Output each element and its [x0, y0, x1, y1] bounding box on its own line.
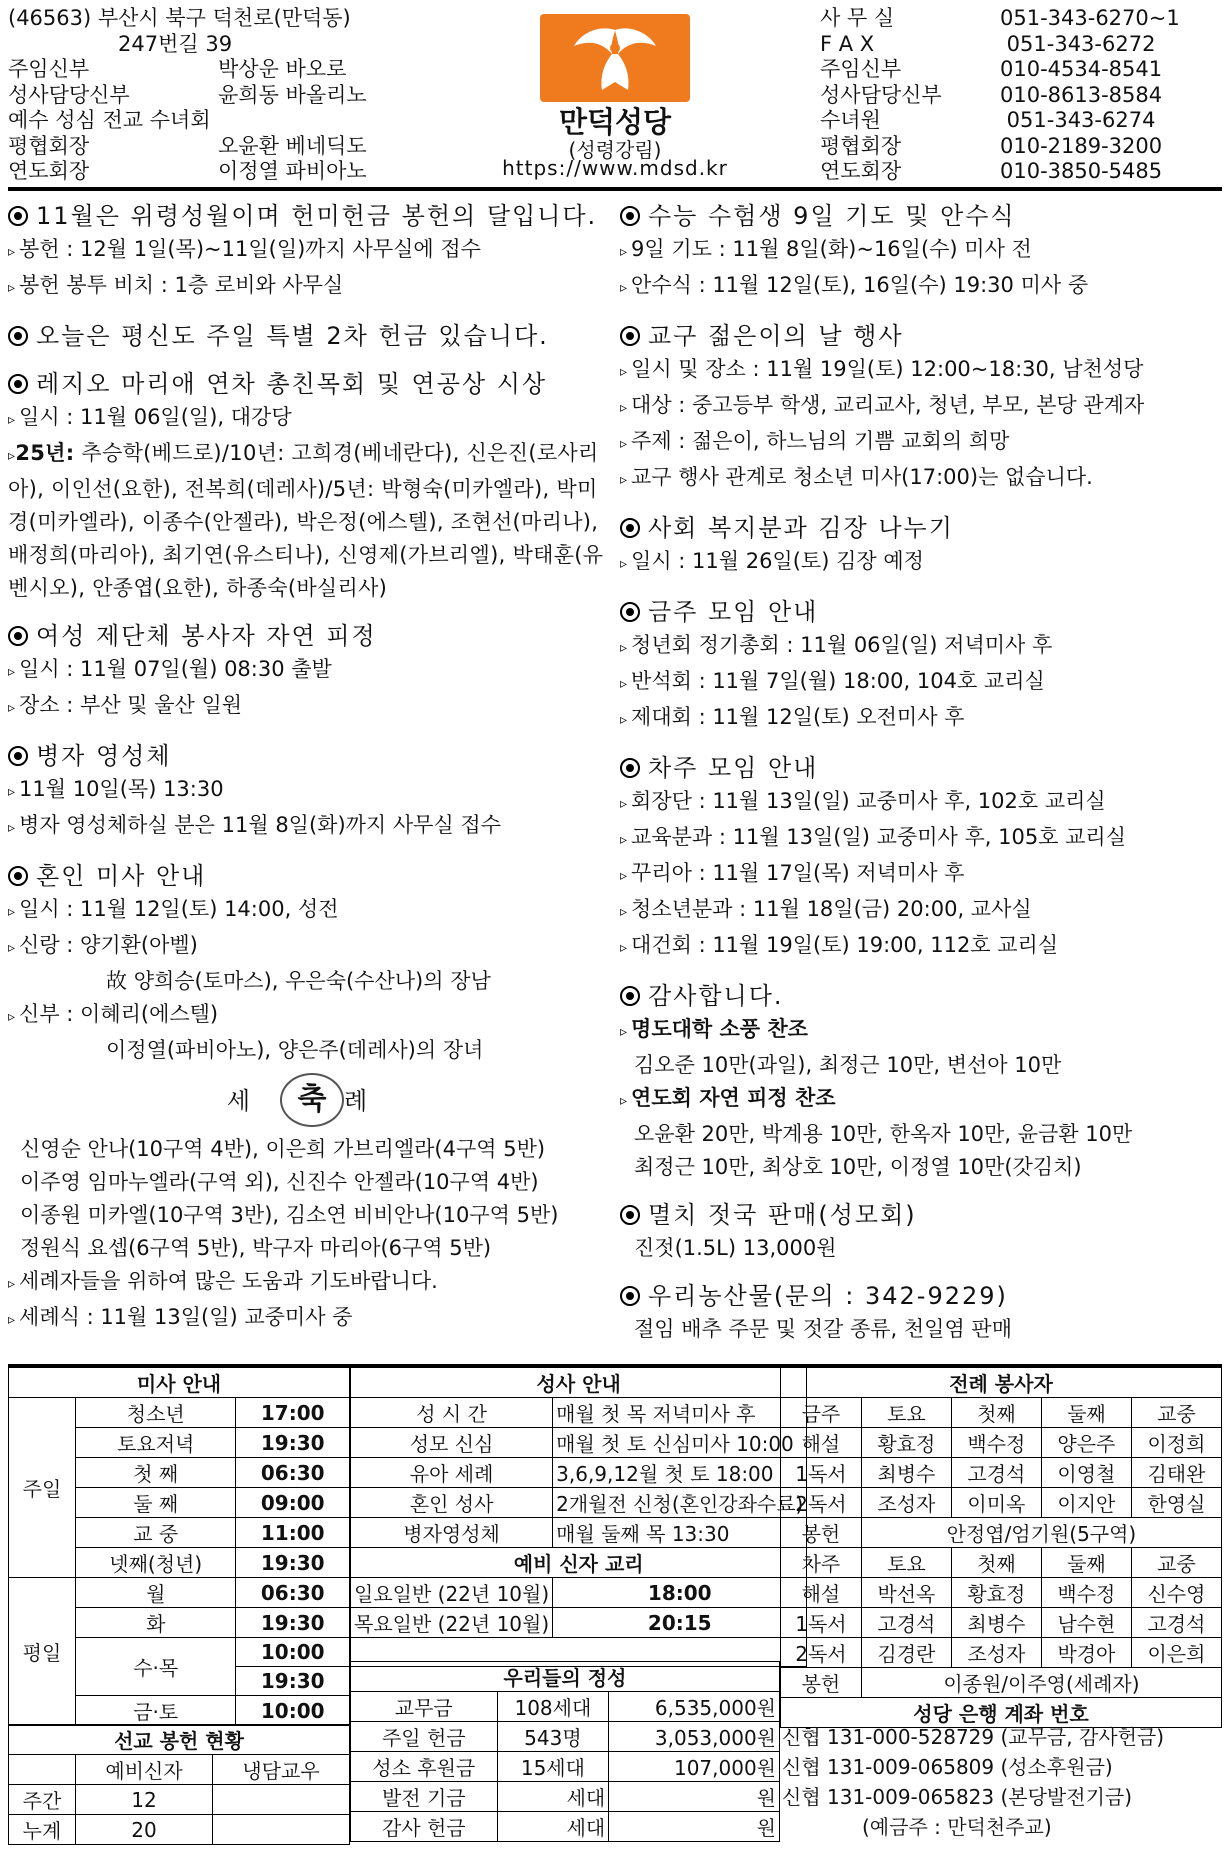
notice-item: 회장단 : 11월 13일(일) 교중미사 후, 102호 교리실 — [631, 789, 1106, 813]
sale-line: 절임 배추 주문 및 젓갈 종류, 천일염 판매 — [634, 1317, 1012, 1341]
liturgy-person: 최병수 — [951, 1608, 1041, 1638]
triangle-icon: ▹ — [8, 412, 16, 428]
notice-section — [620, 512, 1225, 581]
contact-label: 평협회장 — [820, 133, 902, 158]
liturgy-person: 황효정 — [951, 1578, 1041, 1608]
catechumen-time: 18:00 — [553, 1578, 807, 1608]
mission-value — [213, 1785, 350, 1815]
notice-item: 신부 : 이혜리(에스텔) — [19, 1002, 219, 1026]
church-logo — [540, 14, 690, 102]
offering-amount: 107,000원 — [609, 1752, 780, 1782]
mission-head: 예비신자 — [76, 1755, 213, 1785]
triangle-icon: ▹ — [620, 1024, 628, 1040]
assistant-label: 성사담당신부 — [8, 82, 130, 107]
sale-section — [620, 1199, 1225, 1265]
baptism-title-b: 축 — [297, 1082, 327, 1117]
triangle-icon: ▹ — [620, 556, 628, 572]
triangle-icon: ▹ — [8, 1009, 16, 1025]
church-subtitle: (성령강림) — [568, 138, 662, 162]
bullet-icon — [620, 518, 640, 538]
award-year-label: 25년: — [15, 441, 75, 465]
contact-value: 010-4534-8541 — [1000, 57, 1163, 81]
council-label: 평협회장 — [8, 133, 90, 158]
notice-section — [8, 320, 616, 353]
triangle-icon: ▹ — [8, 664, 16, 680]
mass-time: 19:30 — [236, 1608, 350, 1638]
yeondo-name: 이정열 파비아노 — [218, 159, 367, 183]
sale-line: 진젓(1.5L) 13,000원 — [634, 1236, 837, 1260]
liturgy-role: 1독서 — [781, 1608, 862, 1638]
notice-item: 병자 영성체하실 분은 11월 8일(화)까지 사무실 접수 — [19, 813, 501, 837]
baptism-heading — [8, 1073, 616, 1127]
liturgy-person: 황효정 — [861, 1428, 951, 1458]
baptism-title-a: 세 — [226, 1087, 280, 1115]
triangle-icon: ▹ — [620, 940, 628, 956]
mass-time: 10:00 — [236, 1696, 350, 1726]
triangle-icon: ▹ — [620, 868, 628, 884]
notice-item: 제대회 : 11월 12일(토) 오전미사 후 — [631, 705, 965, 729]
triangle-icon: ▹ — [620, 832, 628, 848]
notice-item: 청소년분과 : 11월 18일(금) 20:00, 교사실 — [631, 897, 1032, 921]
offering-amount: 6,535,000원 — [609, 1692, 780, 1722]
liturgy-role: 봉헌 — [781, 1668, 862, 1698]
triangle-icon: ▹ — [620, 280, 628, 296]
mass-table-title: 미사 안내 — [9, 1368, 350, 1398]
baptism-name-line: 정원식 요셉(6구역 5반), 박구자 마리아(6구역 5반) — [20, 1236, 492, 1260]
bank-holder: (예금주 : 만덕천주교) — [862, 1815, 1052, 1839]
bank-accounts — [782, 1722, 1164, 1842]
mass-time: 17:00 — [236, 1398, 350, 1428]
liturgy-head: 교중 — [1131, 1398, 1221, 1428]
offering-name: 성소 후원금 — [351, 1752, 498, 1782]
header-right-contacts — [820, 6, 1180, 185]
bank-account: 신협 131-000-528729 (교무금, 감사헌금) — [782, 1725, 1165, 1749]
section-title: 혼인 미사 안내 — [36, 862, 207, 890]
right-notices — [620, 200, 1225, 1361]
liturgy-person: 박경아 — [1041, 1638, 1131, 1668]
mass-name: 넷째(청년) — [76, 1548, 236, 1578]
triangle-icon: ▹ — [620, 712, 628, 728]
section-title: 교구 젊은이의 날 행사 — [648, 322, 904, 350]
mass-name: 둘 째 — [76, 1488, 236, 1518]
offering-name: 교무금 — [351, 1692, 498, 1722]
bride-parents: 이정열(파비아노), 양은주(데레사)의 장녀 — [106, 1038, 484, 1062]
bullet-icon — [620, 758, 640, 778]
offering-title: 우리들의 정성 — [351, 1662, 780, 1692]
baptism-name-line: 신영순 안나(10구역 4반), 이은희 가브리엘라(4구역 5반) — [20, 1137, 546, 1161]
contact-label: 수녀원 — [820, 108, 881, 132]
triangle-icon: ▹ — [620, 796, 628, 812]
assistant-name: 윤희동 바올리노 — [218, 82, 367, 107]
mass-name: 수·목 — [76, 1638, 236, 1696]
bank-account: 신협 131-009-065823 (본당발전기금) — [782, 1785, 1133, 1809]
notice-section — [8, 620, 616, 725]
liturgy-person: 김태완 — [1131, 1458, 1221, 1488]
laurel-emblem — [280, 1073, 344, 1127]
mass-time: 19:30 — [236, 1548, 350, 1578]
liturgy-person: 이은희 — [1131, 1638, 1221, 1668]
triangle-icon: ▹ — [8, 940, 16, 956]
offering-amount: 원 — [609, 1782, 780, 1812]
liturgy-role: 봉헌 — [781, 1518, 862, 1548]
sacrament-name: 성 시 간 — [351, 1398, 553, 1428]
liturgy-head: 첫째 — [951, 1548, 1041, 1578]
sacrament-detail: 매월 둘째 목 13:30 — [553, 1518, 807, 1548]
liturgy-person: 김경란 — [861, 1638, 951, 1668]
mass-schedule-table — [8, 1367, 350, 1726]
liturgy-head: 교중 — [1131, 1548, 1221, 1578]
notice-section — [8, 860, 616, 1067]
liturgy-person: 이지안 — [1041, 1488, 1131, 1518]
section-title: 오늘은 평신도 주일 특별 2차 헌금 있습니다. — [36, 322, 549, 350]
bullet-icon — [8, 374, 28, 394]
contact-value: 010-8613-8584 — [1000, 82, 1163, 107]
dove-logo-icon — [560, 20, 670, 96]
section-title: 레지오 마리애 연차 총친목회 및 연공상 시상 — [36, 370, 548, 398]
bank-account: 신협 131-009-065809 (성소후원금) — [782, 1755, 1113, 1779]
liturgy-person: 이미옥 — [951, 1488, 1041, 1518]
bullet-icon — [620, 1286, 640, 1306]
liturgy-head: 금주 — [781, 1398, 862, 1428]
mass-name: 금·토 — [76, 1696, 236, 1726]
liturgy-person: 한영실 — [1131, 1488, 1221, 1518]
thanks-subtitle: 명도대학 소풍 찬조 — [631, 1017, 808, 1041]
notice-item: 일시 : 11월 12일(토) 14:00, 성전 — [19, 897, 339, 921]
notice-item: 꾸리아 : 11월 17일(목) 저녁미사 후 — [631, 861, 965, 885]
thanks-line: 김오준 10만(과일), 최정근 10만, 변선아 10만 — [634, 1053, 1062, 1077]
liturgy-person: 이정희 — [1131, 1428, 1221, 1458]
offering-name: 발전 기금 — [351, 1782, 498, 1812]
thanks-line: 오윤환 20만, 박계용 10만, 한옥자 10만, 윤금환 10만 — [634, 1122, 1133, 1146]
header-divider — [8, 187, 1222, 191]
notice-item: 반석회 : 11월 7일(월) 18:00, 104호 교리실 — [631, 669, 1045, 693]
mass-name: 월 — [76, 1578, 236, 1608]
sacrament-detail: 매월 첫 토 신심미사 10:00 — [553, 1428, 807, 1458]
church-name: 만덕성당 — [558, 105, 672, 139]
notice-item: 대건회 : 11월 19일(토) 19:00, 112호 교리실 — [631, 933, 1059, 957]
triangle-icon: ▹ — [8, 280, 16, 296]
sacrament-name: 혼인 성사 — [351, 1488, 553, 1518]
sunday-label: 주일 — [9, 1398, 76, 1578]
section-title: 감사합니다. — [648, 982, 784, 1010]
liturgy-offering-people: 이종원/이주영(세례자) — [861, 1668, 1221, 1698]
triangle-icon: ▹ — [620, 436, 628, 452]
mission-title: 선교 봉헌 현황 — [9, 1725, 350, 1755]
notice-section — [620, 752, 1225, 965]
mission-head — [9, 1755, 76, 1785]
liturgy-person: 신수영 — [1131, 1578, 1221, 1608]
triangle-icon: ▹ — [8, 784, 16, 800]
catechumen-title: 예비 신자 교리 — [351, 1548, 807, 1578]
bullet-icon — [620, 602, 640, 622]
section-title: 여성 제단체 봉사자 자연 피정 — [36, 622, 377, 650]
thanks-subtitle: 연도회 자연 피정 찬조 — [631, 1086, 836, 1110]
bullet-icon — [620, 1205, 640, 1225]
notice-item: 교구 행사 관계로 청소년 미사(17:00)는 없습니다. — [631, 465, 1093, 489]
notice-item: 봉헌 봉투 비치 : 1층 로비와 사무실 — [19, 273, 344, 297]
notice-item: 9일 기도 : 11월 8일(화)~16일(수) 미사 전 — [631, 237, 1032, 261]
catechumen-time: 20:15 — [553, 1608, 807, 1638]
notice-item: 11월 10일(목) 13:30 — [19, 777, 224, 801]
notice-section — [8, 200, 616, 305]
notice-item: 세례식 : 11월 13일(일) 교중미사 중 — [19, 1305, 353, 1329]
liturgy-person: 최병수 — [861, 1458, 951, 1488]
liturgy-head: 차주 — [781, 1548, 862, 1578]
offering-name: 감사 헌금 — [351, 1812, 498, 1842]
triangle-icon: ▹ — [8, 244, 16, 260]
triangle-icon: ▹ — [8, 448, 16, 464]
catechumen-class: 일요일반 (22년 10월) — [351, 1578, 553, 1608]
offering-table — [350, 1661, 780, 1842]
contact-label: 사 무 실 — [820, 6, 895, 30]
mass-time: 19:30 — [236, 1667, 350, 1696]
contact-value: 051-343-6272 — [1000, 31, 1156, 56]
liturgy-person: 조성자 — [951, 1638, 1041, 1668]
liturgy-table — [780, 1367, 1222, 1728]
notice-item: 봉헌 : 12월 1일(목)~11일(일)까지 사무실에 접수 — [19, 237, 481, 261]
notice-item: 일시 : 11월 06일(일), 대강당 — [19, 405, 292, 429]
bullet-icon — [620, 206, 640, 226]
offering-count: 15세대 — [497, 1752, 609, 1782]
thanks-line: 최정근 10만, 최상호 10만, 이정열 10만(갓김치) — [634, 1155, 1082, 1179]
section-title: 차주 모임 안내 — [648, 754, 819, 782]
section-title: 수능 수험생 9일 기도 및 안수식 — [648, 202, 1016, 230]
sacrament-name: 성모 신심 — [351, 1428, 553, 1458]
bullet-icon — [620, 326, 640, 346]
contact-label: 연도회장 — [820, 159, 902, 183]
triangle-icon: ▹ — [8, 700, 16, 716]
liturgy-title: 전례 봉사자 — [781, 1368, 1222, 1398]
church-url[interactable]: https://www.mdsd.kr — [502, 156, 728, 180]
bullet-icon — [8, 626, 28, 646]
liturgy-person: 조성자 — [861, 1488, 951, 1518]
liturgy-person: 백수정 — [1041, 1578, 1131, 1608]
mass-time: 09:00 — [236, 1488, 350, 1518]
liturgy-person: 양은주 — [1041, 1428, 1131, 1458]
offering-count: 543명 — [497, 1722, 609, 1752]
pastor-label: 주임신부 — [8, 57, 90, 81]
contact-value: 051-343-6274 — [1000, 108, 1156, 132]
address-line-2: 247번길 39 — [118, 31, 233, 56]
sacrament-detail: 2개월전 신청(혼인강좌수료) — [553, 1488, 807, 1518]
notice-section — [620, 200, 1225, 305]
liturgy-person: 박선옥 — [861, 1578, 951, 1608]
section-title: 사회 복지분과 김장 나누기 — [648, 514, 954, 542]
notice-item: 세례자들을 위하여 많은 도움과 기도바랍니다. — [19, 1269, 438, 1293]
bullet-icon — [620, 986, 640, 1006]
section-title: 병자 영성체 — [36, 742, 172, 770]
notice-item: 교육분과 : 11월 13일(일) 교중미사 후, 105호 교리실 — [631, 825, 1126, 849]
sale-section — [620, 1280, 1225, 1346]
contact-label: 성사담당신부 — [820, 82, 942, 107]
notice-item: 주제 : 젊은이, 하느님의 기쁨 교회의 희망 — [631, 429, 1010, 453]
bank-title: 성당 은행 계좌 번호 — [781, 1698, 1222, 1728]
contact-value: 051-343-6270~1 — [1000, 6, 1180, 30]
liturgy-head: 둘째 — [1041, 1548, 1131, 1578]
triangle-icon: ▹ — [620, 1093, 628, 1109]
liturgy-role: 해설 — [781, 1428, 862, 1458]
baptism-names — [8, 1133, 616, 1265]
mission-value — [213, 1815, 350, 1845]
mass-time: 06:30 — [236, 1578, 350, 1608]
triangle-icon: ▹ — [620, 244, 628, 260]
offering-count: 세대 — [497, 1782, 609, 1812]
mass-time: 06:30 — [236, 1458, 350, 1488]
notice-item: 일시 및 장소 : 11월 19일(토) 12:00~18:30, 남천성당 — [631, 357, 1144, 381]
triangle-icon: ▹ — [620, 400, 628, 416]
liturgy-offering-people: 안정엽/엄기원(5구역) — [861, 1518, 1221, 1548]
bullet-icon — [8, 746, 28, 766]
mission-value: 20 — [76, 1815, 213, 1845]
liturgy-head: 토요 — [861, 1548, 951, 1578]
address-line-1: (46563) 부산시 북구 덕천로(만덕동) — [8, 6, 351, 30]
offering-amount: 3,053,000원 — [609, 1722, 780, 1752]
notice-item: 장소 : 부산 및 울산 일원 — [19, 693, 243, 717]
triangle-icon: ▹ — [8, 1276, 16, 1292]
triangle-icon: ▹ — [8, 1312, 16, 1328]
liturgy-person: 고경석 — [1131, 1608, 1221, 1638]
contact-label: 주임신부 — [820, 57, 902, 81]
liturgy-role: 2독서 — [781, 1638, 862, 1668]
sacrament-detail: 3,6,9,12월 첫 토 18:00 — [553, 1458, 807, 1488]
notice-item: 일시 : 11월 26일(토) 김장 예정 — [631, 549, 924, 573]
triangle-icon: ▹ — [620, 640, 628, 656]
triangle-icon: ▹ — [620, 904, 628, 920]
notice-item: 청년회 정기총회 : 11월 06일(일) 저녁미사 후 — [631, 633, 1053, 657]
sacrament-detail: 매월 첫 목 저녁미사 후 — [553, 1398, 807, 1428]
catechumen-class: 목요일반 (22년 10월) — [351, 1608, 553, 1638]
section-title: 11월은 위령성월이며 헌미헌금 봉헌의 달입니다. — [36, 202, 598, 230]
section-title: 멸치 젓국 판매(성모회) — [648, 1201, 917, 1229]
bullet-icon — [8, 206, 28, 226]
mass-time: 11:00 — [236, 1518, 350, 1548]
groom-parents: 故 양희승(토마스), 우은숙(수산나)의 장남 — [106, 969, 491, 993]
weekday-label: 평일 — [9, 1578, 76, 1726]
yeondo-label: 연도회장 — [8, 159, 90, 183]
section-title: 금주 모임 안내 — [648, 598, 819, 626]
notice-section — [620, 320, 1225, 497]
mission-head: 냉담교우 — [213, 1755, 350, 1785]
liturgy-head: 토요 — [861, 1398, 951, 1428]
liturgy-head: 첫째 — [951, 1398, 1041, 1428]
sacrament-name: 유아 세례 — [351, 1458, 553, 1488]
baptism-name-line: 이종원 미카엘(10구역 3반), 김소연 비비안나(10구역 5반) — [20, 1203, 559, 1227]
council-name: 오윤환 베네딕도 — [218, 133, 367, 158]
mass-name: 청소년 — [76, 1398, 236, 1428]
mission-row-label: 주간 — [9, 1785, 76, 1815]
section-title: 우리농산물(문의 : 342-9229) — [648, 1282, 1008, 1310]
liturgy-head: 둘째 — [1041, 1398, 1131, 1428]
offering-name: 주일 헌금 — [351, 1722, 498, 1752]
offering-count: 세대 — [497, 1812, 609, 1842]
sacrament-name: 병자영성체 — [351, 1518, 553, 1548]
award-list: 추승학(베드로)/10년: 고희경(베네란다), 신은진(로사리아), 이인선(요한), 전복희(데레사)/5년: 박형숙(미카엘라), 박미경(미카엘라), 이종수(안젤라), 박은정(에스텔), 조현선(마리나), 배정희(마리아), 최기연(유스티나), 신영제(가브리엘), 박태훈(유벤시오), 안종엽(요한), 하종숙(바실리사) — [8, 441, 604, 600]
sacrament-table — [350, 1367, 807, 1667]
mass-time: 19:30 — [236, 1428, 350, 1458]
triangle-icon: ▹ — [8, 820, 16, 836]
liturgy-person: 백수정 — [951, 1428, 1041, 1458]
mass-name: 첫 째 — [76, 1458, 236, 1488]
liturgy-role: 2독서 — [781, 1488, 862, 1518]
offering-count: 108세대 — [497, 1692, 609, 1722]
notice-item: 대상 : 중고등부 학생, 교리교사, 청년, 부모, 본당 관계자 — [631, 393, 1145, 417]
header-left-info — [8, 6, 367, 185]
pastor-name: 박상운 바오로 — [218, 57, 347, 81]
triangle-icon: ▹ — [620, 364, 628, 380]
notice-section — [620, 596, 1225, 737]
triangle-icon: ▹ — [620, 472, 628, 488]
liturgy-role: 해설 — [781, 1578, 862, 1608]
mass-name: 화 — [76, 1608, 236, 1638]
triangle-icon: ▹ — [620, 676, 628, 692]
mass-name: 교 중 — [76, 1518, 236, 1548]
thanks-section — [620, 980, 1225, 1184]
notice-section — [8, 740, 616, 845]
mass-name: 토요저녁 — [76, 1428, 236, 1458]
nuns-line: 예수 성심 전교 수녀회 — [8, 108, 211, 132]
liturgy-person: 고경석 — [861, 1608, 951, 1638]
mission-row-label: 누계 — [9, 1815, 76, 1845]
contact-value: 010-3850-5485 — [1000, 159, 1163, 183]
baptism-title-c: 례 — [344, 1087, 398, 1115]
liturgy-person: 이영철 — [1041, 1458, 1131, 1488]
mass-time: 10:00 — [236, 1638, 350, 1667]
sacrament-title: 성사 안내 — [351, 1368, 807, 1398]
left-notices — [8, 200, 616, 1337]
triangle-icon: ▹ — [8, 904, 16, 920]
notice-item: 일시 : 11월 07일(월) 08:30 출발 — [19, 657, 332, 681]
liturgy-person: 고경석 — [951, 1458, 1041, 1488]
bullet-icon — [8, 866, 28, 886]
baptism-name-line: 이주영 임마누엘라(구역 외), 신진수 안젤라(10구역 4반) — [20, 1170, 539, 1194]
bullet-icon — [8, 326, 28, 346]
contact-value: 010-2189-3200 — [1000, 133, 1163, 158]
liturgy-role: 1독서 — [781, 1458, 862, 1488]
notice-item: 신랑 : 양기환(아벨) — [19, 933, 198, 957]
liturgy-person: 남수현 — [1041, 1608, 1131, 1638]
offering-amount: 원 — [609, 1812, 780, 1842]
notice-item: 안수식 : 11월 12일(토), 16일(수) 19:30 미사 중 — [631, 273, 1089, 297]
mission-value: 12 — [76, 1785, 213, 1815]
mission-table — [8, 1724, 350, 1845]
contact-label: F A X — [820, 31, 875, 56]
bulletin-header — [0, 0, 1230, 190]
notice-section — [8, 368, 616, 605]
